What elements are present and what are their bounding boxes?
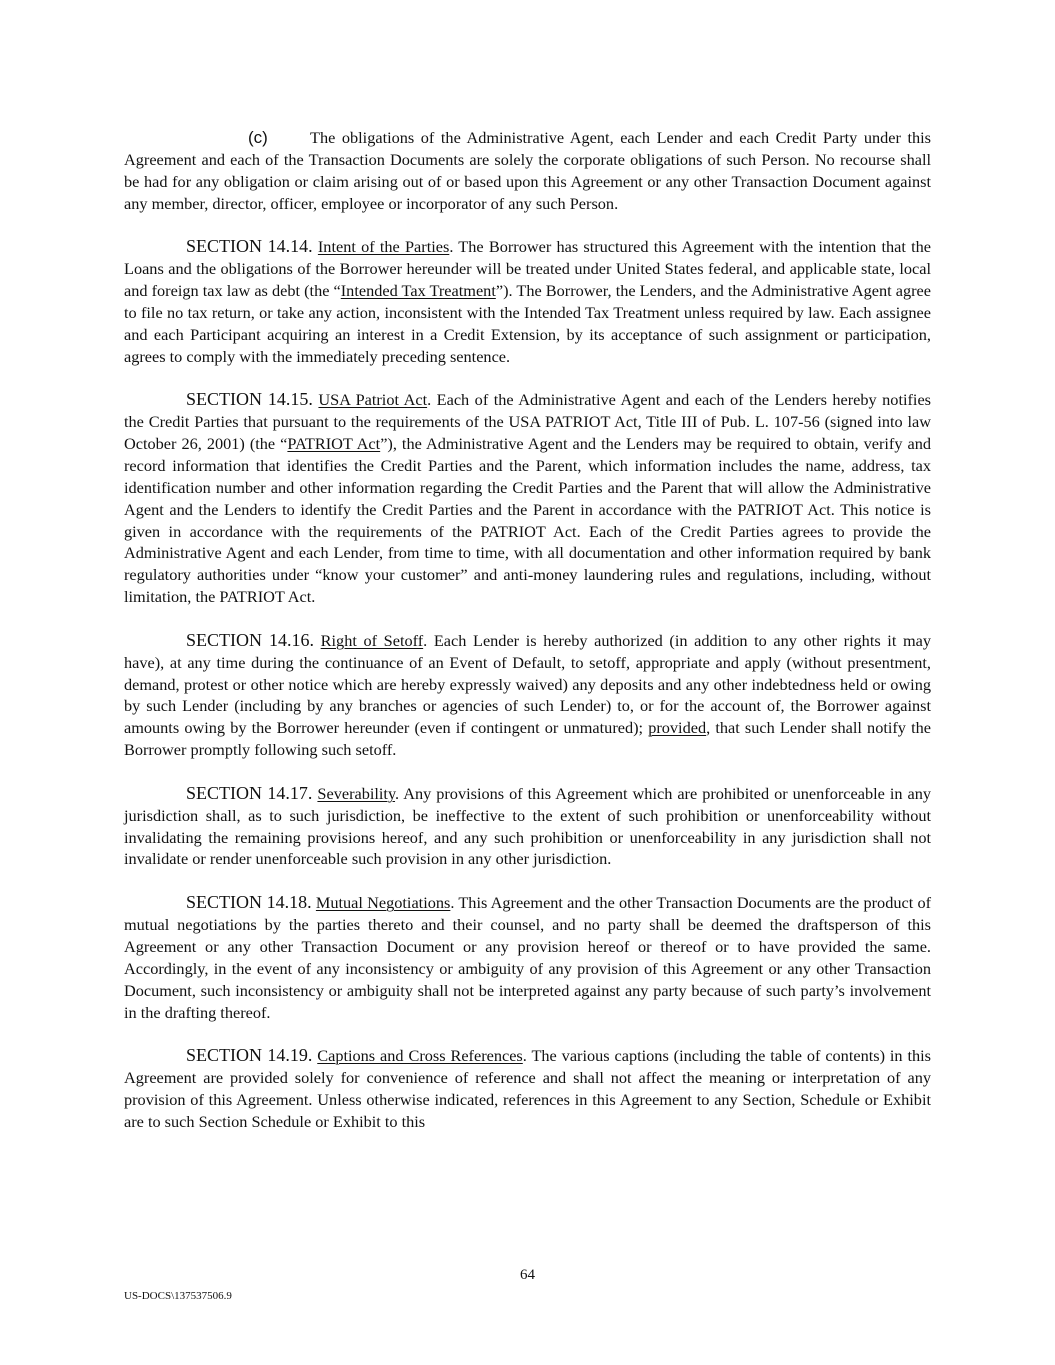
page-number: 64 [520,1267,535,1283]
section-14-19-number: SECTION 14.19. [186,1045,313,1066]
section-14-15-text-a: . Each of the Administrative Agent and each of the Lenders hereby notifies the Credit Parties that pursuant to the requirements of the USA PATRIOT Act, Title III of Pub. L. 107-56 (signed into law October 26, 2001) (the “ [124,390,932,454]
section-14-16-number: SECTION 14.16. [186,629,315,650]
section-14-16 [124,630,931,761]
section-14-14-defined-term: Intended Tax Treatment [340,281,496,301]
section-14-14-text-a: . The Borrower has structured this Agreement with the intention that the Loans and the obligations of the Borrower hereunder will be treated under United States federal, and applicable state, local and foreign tax law as debt (the “ [124,237,932,301]
section-14-17 [124,783,931,870]
section-14-18-title: Mutual Negotiations [315,893,451,913]
section-14-19-text: . The various captions (including the table of contents) in this Agreement are provided solely for convenience of reference and shall not affect the meaning or interpretation of any provision of this Agreement. Unless otherwise indicated, references in this Agreement to any Section, Schedule or Exhibit are to such Section Schedule or Exhibit to this [124,1046,931,1131]
paragraph-c [124,127,931,214]
section-14-16-text-a: . Each Lender is hereby authorized (in addition to any other rights it may have), at any time during the continuance of an Event of Default, to setoff, appropriate and apply (without presentment, demand, protest or other notice which are hereby expressly waived) any deposits and any other indebtedness held or owing by such Lender (including by any branches or agencies of such Lender) to, or for the account of, the Borrower against amounts owing by the Borrower hereunder (even if contingent or unmatured); [124,630,931,738]
section-14-14-title: Intent of the Parties [317,237,450,257]
section-14-15-number: SECTION 14.15. [186,389,313,410]
section-14-17-text: . Any provisions of this Agreement which are prohibited or unenforceable in any jurisdiction shall, as to such jurisdiction, be ineffective to the extent of such prohibition or unenforceability without invalidating the remaining provisions hereof, and any such prohibition or unenforceability in any jurisdiction shall not invalidate or render unenforceable such provision in any other jurisdiction. [124,783,932,869]
document-id: US-DOCS\137537506.9 [124,1290,232,1302]
section-14-18-number: SECTION 14.18. [186,892,312,913]
document-body [124,127,931,1155]
section-14-15 [124,389,931,607]
section-14-18 [124,892,931,1023]
paragraph-c-marker: (c) [248,128,268,147]
section-14-15-text-b: ”), the Administrative Agent and the Lenders may be required to obtain, verify and record information that identifies the Credit Parties and the Parent, which information includes the name, address, tax identification number and other information regarding the Credit Parties and the Parent that will allow the Administrative Agent and the Lenders to identify the Credit Parties and the Parent in accordance with the PATRIOT Act. This notice is given in accordance with the requirements of the PATRIOT Act. Each of the Credit Parties agrees to provide the Administrative Agent and each Lender, from time to time, with all documentation and other information required by bank regulatory authorities under “know your customer” and anti-money laundering rules and regulations, including, without limitation, the PATRIOT Act. [124,434,932,607]
section-14-16-title: Right of Setoff [320,630,424,650]
section-14-19 [124,1045,931,1132]
section-14-14-number: SECTION 14.14. [186,236,313,257]
section-14-17-title: Severability [317,783,396,803]
section-14-15-defined-term: PATRIOT Act [287,434,381,454]
section-14-14 [124,236,931,367]
section-14-16-provided-term: provided [648,718,707,738]
paragraph-c-text: The obligations of the Administrative Agent, each Lender and each Credit Party under this Agreement and each of the Transaction Documents are solely the corporate obligations of such Person. No recourse shall be had for any obligation or claim arising out of or based upon this Agreement or any other Transaction Document against any member, director, officer, employee or incorporator of any such Person. [124,128,931,213]
section-14-18-text: . This Agreement and the other Transaction Documents are the product of mutual negotiations by the parties thereto and their counsel, and no party shall be deemed the draftsperson of this Agreement or any other Transaction Document or any provision hereof or thereof or to have provided the same. Accordingly, in the event of any inconsistency or ambiguity of any provision of this Agreement or any other Transaction Document, such inconsistency or ambiguity shall not be interpreted against any party because of such party’s involvement in the drafting thereof. [124,893,932,1022]
section-14-14-text-b: ”). The Borrower, the Lenders, and the Administrative Agent agree to file no tax return, or take any action, inconsistent with the Intended Tax Treatment unless required by law. Each assignee and each Participant acquiring an interest in a Credit Extension, by its acceptance of such assignment or participation, agrees to comply with the immediately preceding sentence. [124,281,931,366]
section-14-19-title: Captions and Cross References [317,1046,523,1066]
section-14-17-number: SECTION 14.17. [186,782,313,803]
section-14-15-title: USA Patriot Act [318,390,428,410]
section-14-16-text-b: , that such Lender shall notify the Borrower promptly following such setoff. [124,718,931,760]
